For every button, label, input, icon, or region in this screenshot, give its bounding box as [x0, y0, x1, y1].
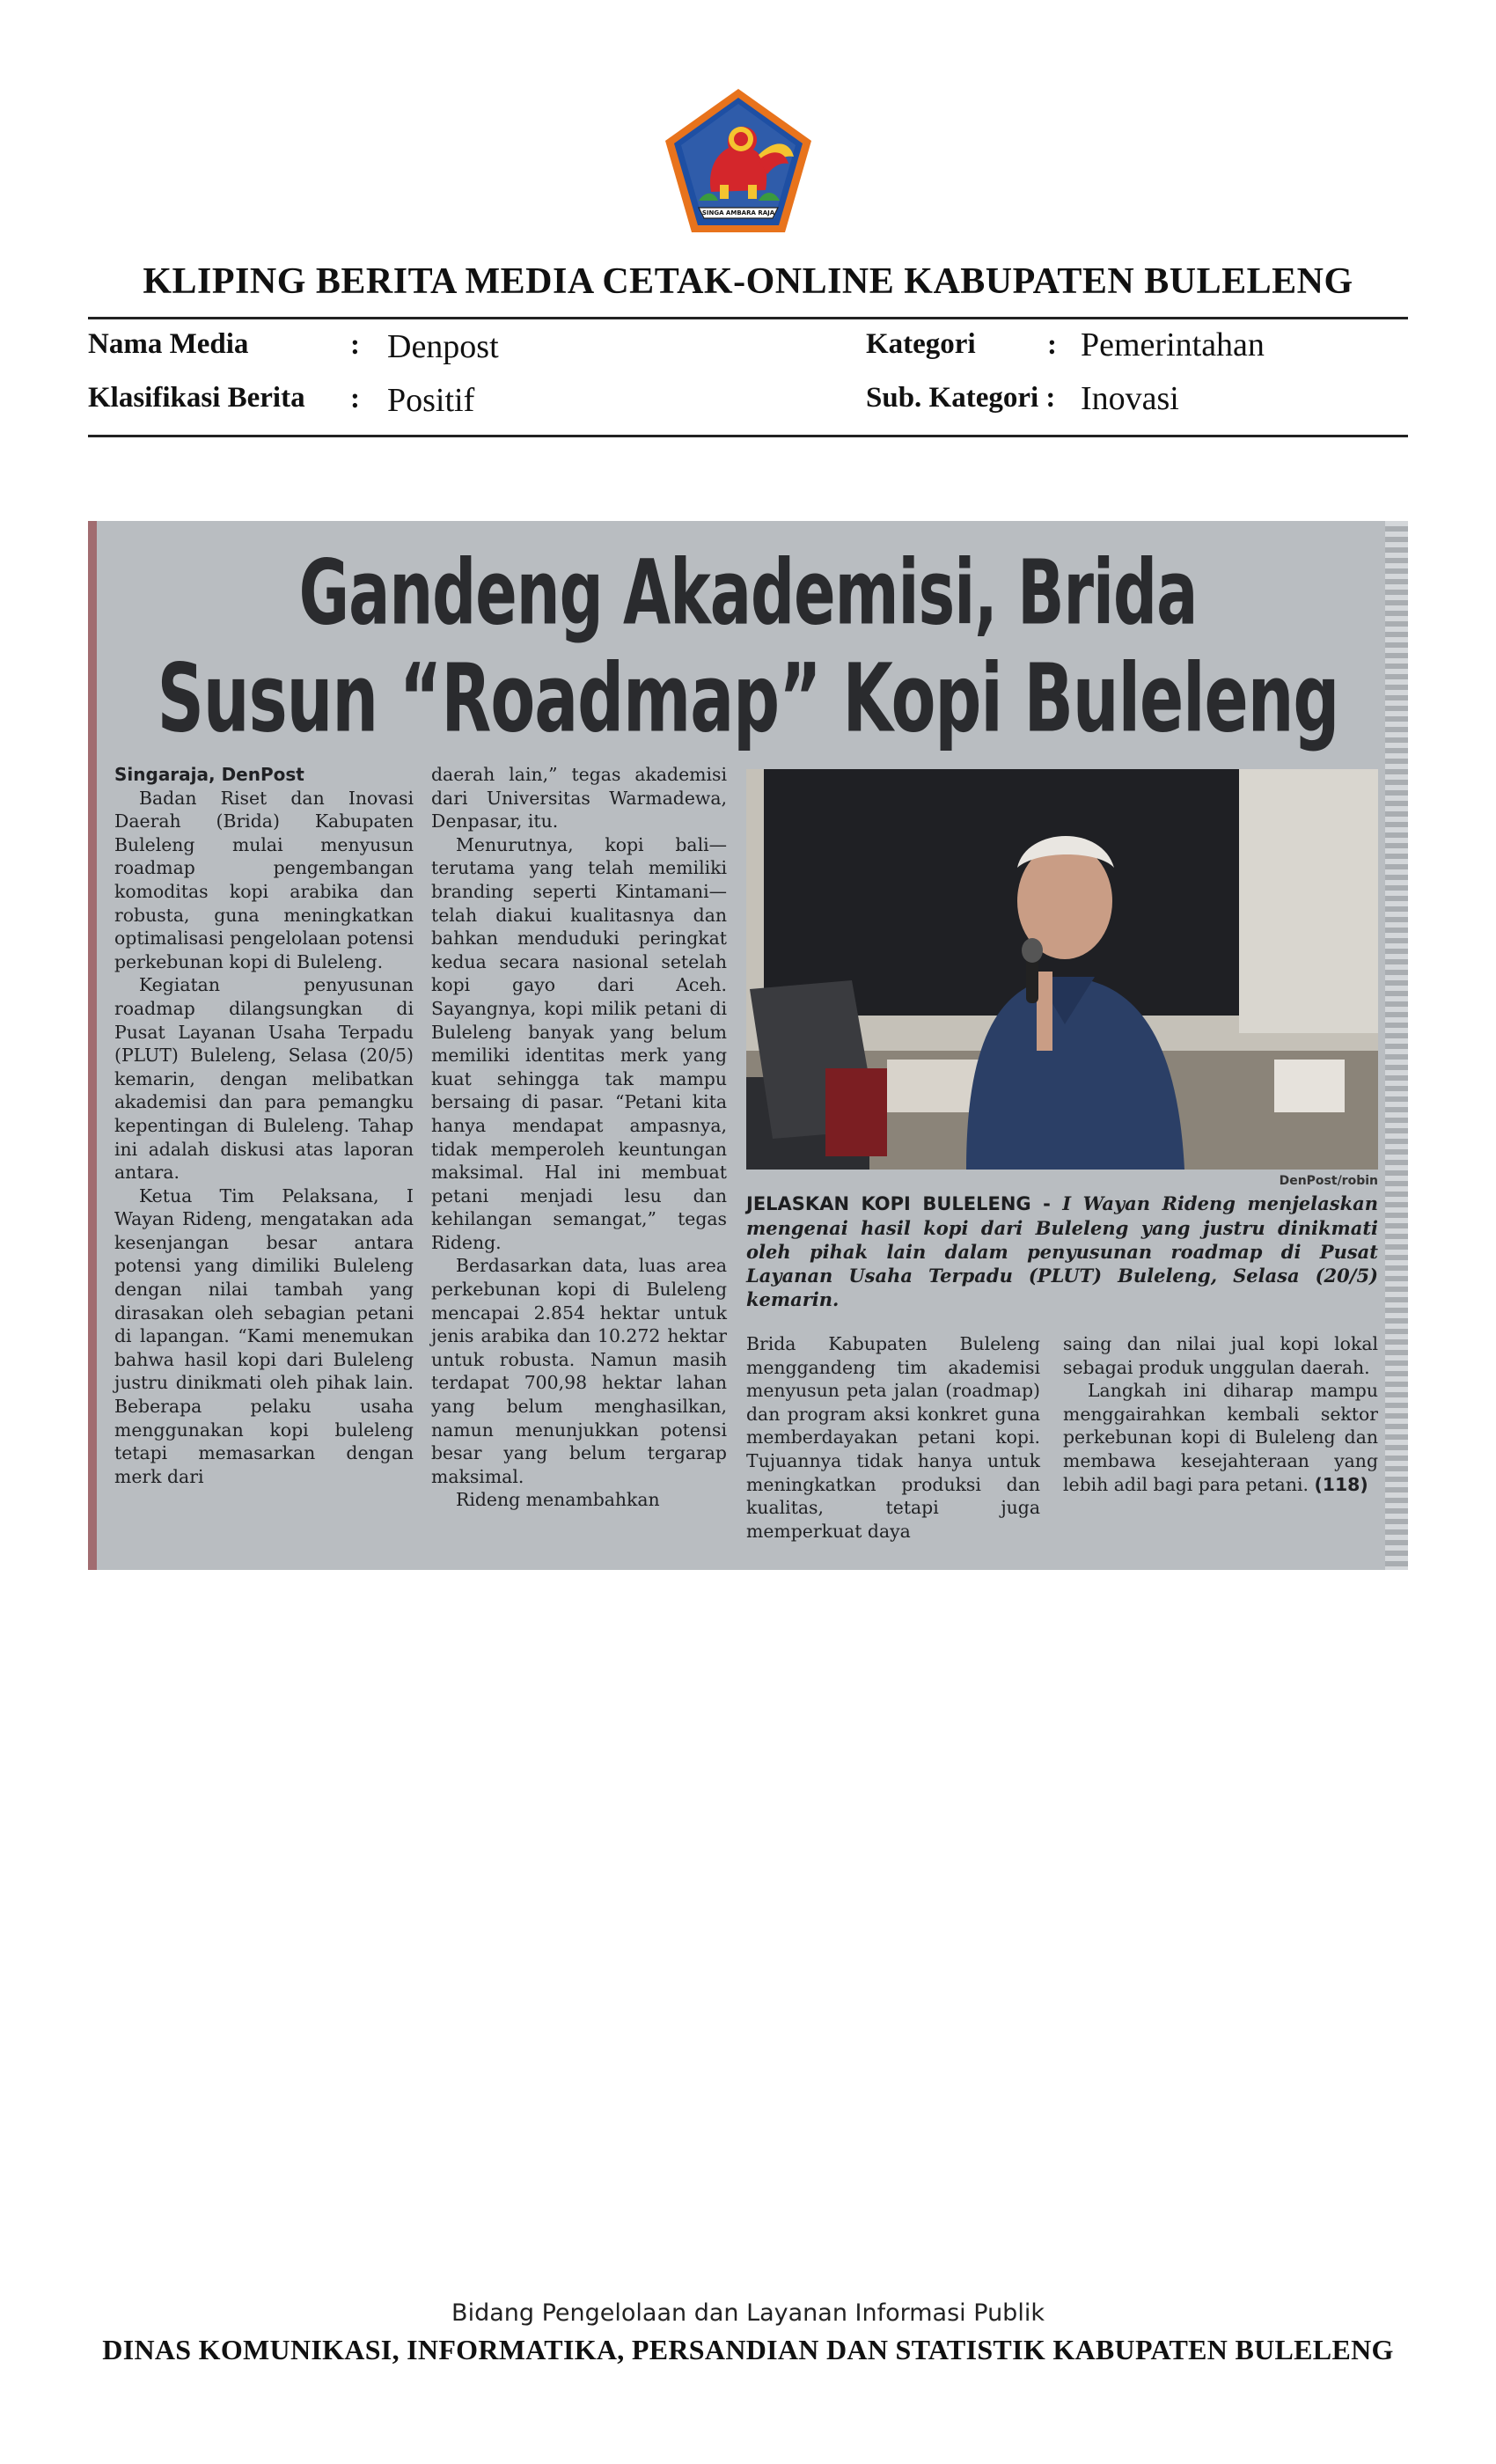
dateline: Singaraja, DenPost: [114, 764, 304, 785]
kategori-label: Kategori: [866, 328, 976, 360]
caption-head: JELASKAN KOPI BULELENG -: [746, 1193, 1051, 1214]
article-column-1: [114, 763, 414, 1488]
headline-line-2: Susun “Roadmap” Kopi Buleleng: [157, 644, 1339, 754]
buleleng-crest-logo: [660, 86, 817, 236]
page-title: KLIPING BERITA MEDIA CETAK-ONLINE KABUPATEN BULELENG: [143, 261, 1353, 302]
sub-kategori-value: Inovasi: [1081, 380, 1179, 417]
kategori-colon: :: [1047, 329, 1057, 361]
article-column-4: [1063, 1332, 1378, 1496]
nama-media-value: Denpost: [387, 328, 499, 365]
paragraph: Kegiatan penyusunan roadmap dilangsungkan di Pusat Layanan Usaha Terpadu (PLUT) Buleleng, Selasa (20/5) kemarin, dengan melibatkan akademisi dan para pemangku kepentingan di Buleleng. Tahap ini adalah diskusi atas laporan antara.: [114, 974, 414, 1184]
paragraph: [1063, 1379, 1378, 1496]
paragraph: Brida Kabupaten Buleleng menggandeng tim akademisi menyusun peta jalan (roadmap) dan program aksi konkret guna memberdayakan petani kopi. Tujuannya tidak hanya untuk meningkatkan produksi dan kualitas, tetapi juga memperkuat daya: [746, 1333, 1040, 1542]
footer-department: Bidang Pengelolaan dan Layanan Informasi Publik: [451, 2299, 1045, 2327]
crest-motto: SINGA AMBARA RAJA: [701, 209, 775, 216]
article-photo: [746, 769, 1378, 1170]
footer-agency: DINAS KOMUNIKASI, INFORMATIKA, PERSANDIAN DAN STATISTIK KABUPATEN BULELENG: [102, 2334, 1394, 2365]
divider-bottom: [88, 435, 1408, 437]
paragraph-text: Langkah ini diharap mampu menggairahkan kembali sektor perkebunan kopi di Buleleng dan membawa kesejahteraan yang lebih adil bagi para petani.: [1063, 1380, 1378, 1495]
paragraph: Rideng menambahkan: [456, 1489, 660, 1511]
photo-caption: [746, 1192, 1378, 1311]
newspaper-clipping: [88, 521, 1408, 1570]
end-mark: (118): [1314, 1473, 1368, 1495]
paragraph: saing dan nilai jual kopi lokal sebagai produk unggulan daerah.: [1063, 1333, 1378, 1378]
photo-credit: DenPost/robin: [1279, 1174, 1378, 1188]
nama-media-label: Nama Media: [88, 328, 249, 360]
divider-top: [88, 317, 1408, 319]
article-column-2: [431, 763, 727, 1512]
paragraph: Menurutnya, kopi bali—terutama yang telah memiliki branding seperti Kintamani—telah diakui kualitasnya dan bahkan menduduki peringkat kedua secara nasional setelah kopi gayo dari Aceh. Sayangnya, kopi milik petani di Buleleng banyak yang belum memiliki identitas merk yang kuat sehingga tak mampu bersaing di pasar. “Petani kita hanya mendapat ampasnya, tidak memperoleh keuntungan maksimal. Hal ini membuat petani menjadi lesu dan kehilangan semangat,” tegas Rideng.: [431, 833, 727, 1253]
paragraph: Ketua Tim Pelaksana, I Wayan Rideng, mengatakan ada kesenjangan besar antara potensi yang dimiliki Buleleng dengan nilai tambah yang dirasakan oleh sebagian petani di lapangan. “Kami menemukan bahwa hasil kopi dari Buleleng justru dinikmati oleh pihak lain. Beberapa pelaku usaha menggunakan kopi buleleng tetapi memasarkan dengan merk dari: [114, 1184, 414, 1487]
klasifikasi-colon: :: [350, 383, 360, 414]
paragraph: Berdasarkan data, luas area perkebunan kopi di Buleleng mencapai 2.854 hektar untuk jenis arabika dan 10.272 hektar untuk robusta. Namun masih terdapat 700,98 hektar lahan yang belum menghasilkan, namun menunjukkan potensi besar yang belum tergarap maksimal.: [431, 1255, 727, 1487]
kategori-value: Pemerintahan: [1081, 326, 1265, 363]
speaker-photo-svg: [746, 769, 1378, 1170]
headline-line-1: Gandeng Akademisi, Brida: [298, 540, 1198, 645]
paragraph: daerah lain,” tegas akademisi dari Universitas Warmadewa, Denpasar, itu.: [431, 764, 727, 832]
article-column-3: [746, 1332, 1040, 1543]
nama-media-colon: :: [350, 329, 360, 361]
caption-body: I Wayan Rideng menjelaskan mengenai hasil kopi dari Buleleng yang justru dinikmati oleh pihak lain dalam penyusunan roadmap di Pusat Layanan Usaha Terpadu (PLUT) Buleleng, Selasa (20/5) kemarin.: [746, 1192, 1379, 1310]
paragraph: Badan Riset dan Inovasi Daerah (Brida) Kabupaten Buleleng mulai menyusun roadmap pengembangan komoditas kopi arabika dan robusta, guna meningkatkan optimalisasi pengelolaan potensi perkebunan kopi di Buleleng.: [114, 787, 414, 972]
klasifikasi-label: Klasifikasi Berita: [88, 382, 305, 414]
klasifikasi-value: Positif: [387, 382, 475, 419]
sub-kategori-label: Sub. Kategori :: [866, 382, 1056, 414]
